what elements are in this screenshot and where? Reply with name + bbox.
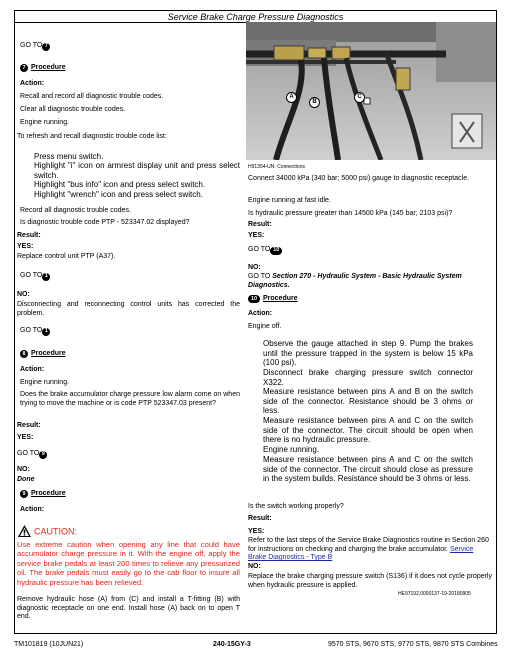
page-title: Service Brake Charge Pressure Diagnostics [167,12,344,22]
goto-step-10[interactable] [248,246,282,255]
goto-top[interactable] [20,42,50,51]
sub-instruction: Observe the gauge attached in step 9. Pump the brakes until the pressure trapped in the system is below 15 kPa (100 psi). [263,339,473,368]
goto-step-9[interactable] [17,450,47,459]
question: Is the switch working properly? [248,503,344,510]
step-badge: 9 [39,451,47,459]
caution-label: CAUTION: [33,526,77,537]
no-text: Done [17,476,35,483]
service-brake-link[interactable]: Service Brake Diagnostics - Type B [248,545,474,562]
instruction: Engine running. [20,379,70,386]
caution-text: Use extreme caution when opening any line that could have accumulator charge pressure in it. With the engine off, apply the service brake pedals at least 200 times to relieve any pressurized oil. The brake pedals must easily go to the cab floor to insure all hydraulic pressure has been relieved. [17,540,240,587]
connections-photo [246,22,496,160]
yes-label: YES: [17,434,34,441]
yes-label: YES: [248,528,265,535]
yes-text-body: Refer to the last steps of the Service Brake Diagnostics routine in Section 260 for instructions on checking and charging the brake accumulator. [248,537,489,553]
sub-instruction: Highlight "i" icon on armrest display unit and press select switch. [34,161,240,180]
step-7-heading [20,64,66,73]
document-code: HE97192,0000137-19-20180905 [398,591,471,597]
instruction: Recall and record all diagnostic trouble codes. [20,93,164,100]
instruction: Engine running at fast idle. [248,197,331,204]
step-badge: 8 [20,350,28,358]
yes-label: YES: [17,243,34,250]
question: Does the brake accumulator charge pressure low alarm come on when trying to move the machine or is code PTP 523347.03 present? [20,391,240,407]
sub-instruction: Highlight "bus info" icon and press select switch. [34,180,206,189]
sub-instruction: Engine running. [263,445,320,454]
step-badge: 1 [42,273,50,281]
goto-label: GO TO [20,327,43,334]
step-8-heading [20,350,66,359]
sub-instruction: Measure resistance between pins A and C on the switch side of the connector. The circuit should be open when there is no hydraulic pressure. [263,416,473,445]
goto-step-1[interactable] [20,327,50,336]
section-reference: Section 270 - Hydraulic System - Basic Hydraulic System Diagnostics. [248,273,462,289]
yes-text [248,537,492,563]
action-label: Action: [248,310,273,317]
no-text: Disconnecting and reconnecting control units has corrected the problem. [17,301,240,317]
sub-instruction: Highlight "wrench" icon and press select switch. [34,190,203,199]
step-10-heading [248,295,298,304]
result-label: Result: [248,515,272,522]
sub-instruction: Disconnect brake charging pressure switch connector X322. [263,368,473,387]
step-badge: 1 [42,328,50,336]
result-label: Result: [17,232,41,239]
callout-b: B [309,97,320,108]
sub-instruction: Measure resistance between pins A and B on the switch side of the connector. Resistance should be 3 ohms or less. [263,387,473,416]
yes-label: YES: [248,232,265,239]
goto-label: GO TO [17,450,40,457]
goto-label: GO TO [248,246,271,253]
instruction: To refresh and recall diagnostic trouble code list: [17,133,167,140]
callout-a: A [286,92,297,103]
sub-instruction: Measure resistance between pins A and C on the switch side of the connector. The circuit should close as pressure in the system builds. Resistance should be 3 ohms or less. [263,455,473,484]
yes-text: Replace control unit PTP (A37). [17,253,116,260]
footer-models: 9570 STS, 9670 STS, 9770 STS, 9870 STS Combines [328,641,498,648]
footer-doc-id: TM101819 (10JUN21) [14,641,84,648]
procedure-title: Procedure [31,64,66,71]
no-label: NO: [248,563,261,570]
no-label: NO: [17,291,30,298]
step-9-heading [20,490,66,499]
question: Is hydraulic pressure greater than 14500 kPa (145 bar; 2103 psi)? [248,210,453,217]
result-label: Result: [17,422,41,429]
procedure-title: Procedure [263,295,298,302]
no-text: Replace the brake charging pressure switch (S136) if it does not cycle properly when hydraulic pressure is applied. [248,573,492,589]
instruction: Connect 34000 kPa (340 bar; 5000 psi) gauge to diagnostic receptacle. [248,175,470,182]
result-label: Result: [248,221,272,228]
instruction: Record all diagnostic trouble codes. [20,207,131,214]
procedure-title: Procedure [31,490,66,497]
procedure-title: Procedure [31,350,66,357]
step-badge: 10 [248,295,260,303]
callout-c: C [354,92,365,103]
instruction: Remove hydraulic hose (A) from (C) and install a T-fitting (B) with diagnostic receptacle on one end. Install hose (A) back on to open T end. [17,596,240,621]
no-label: NO: [17,466,30,473]
footer-page-number: 240-15GY-3 [213,641,251,648]
sub-instruction: Press menu switch. [34,152,104,161]
no-reference[interactable] [248,273,490,290]
caution-heading [17,524,77,538]
step-badge: 7 [20,64,28,72]
action-label: Action: [20,366,45,373]
hydraulic-connections-photo [246,22,496,160]
goto-label: GO TO [248,273,271,280]
goto-label: GO TO [20,42,43,49]
instruction: Engine off. [248,323,282,330]
goto-label: GO TO [20,272,43,279]
photo-caption: H91354-UN: Connections [248,164,305,170]
step-badge: 7 [42,43,50,51]
action-label: Action: [20,506,45,513]
question: Is diagnostic trouble code PTP - 523347.02 displayed? [20,219,190,226]
goto-step-1[interactable] [20,272,50,281]
step-badge: 10 [270,247,282,255]
instruction: Engine running. [20,119,70,126]
action-label: Action: [20,80,45,87]
instruction: Clear all diagnostic trouble codes. [20,106,126,113]
warning-triangle-icon [17,524,32,538]
no-label: NO: [248,264,261,271]
step-badge: 9 [20,490,28,498]
